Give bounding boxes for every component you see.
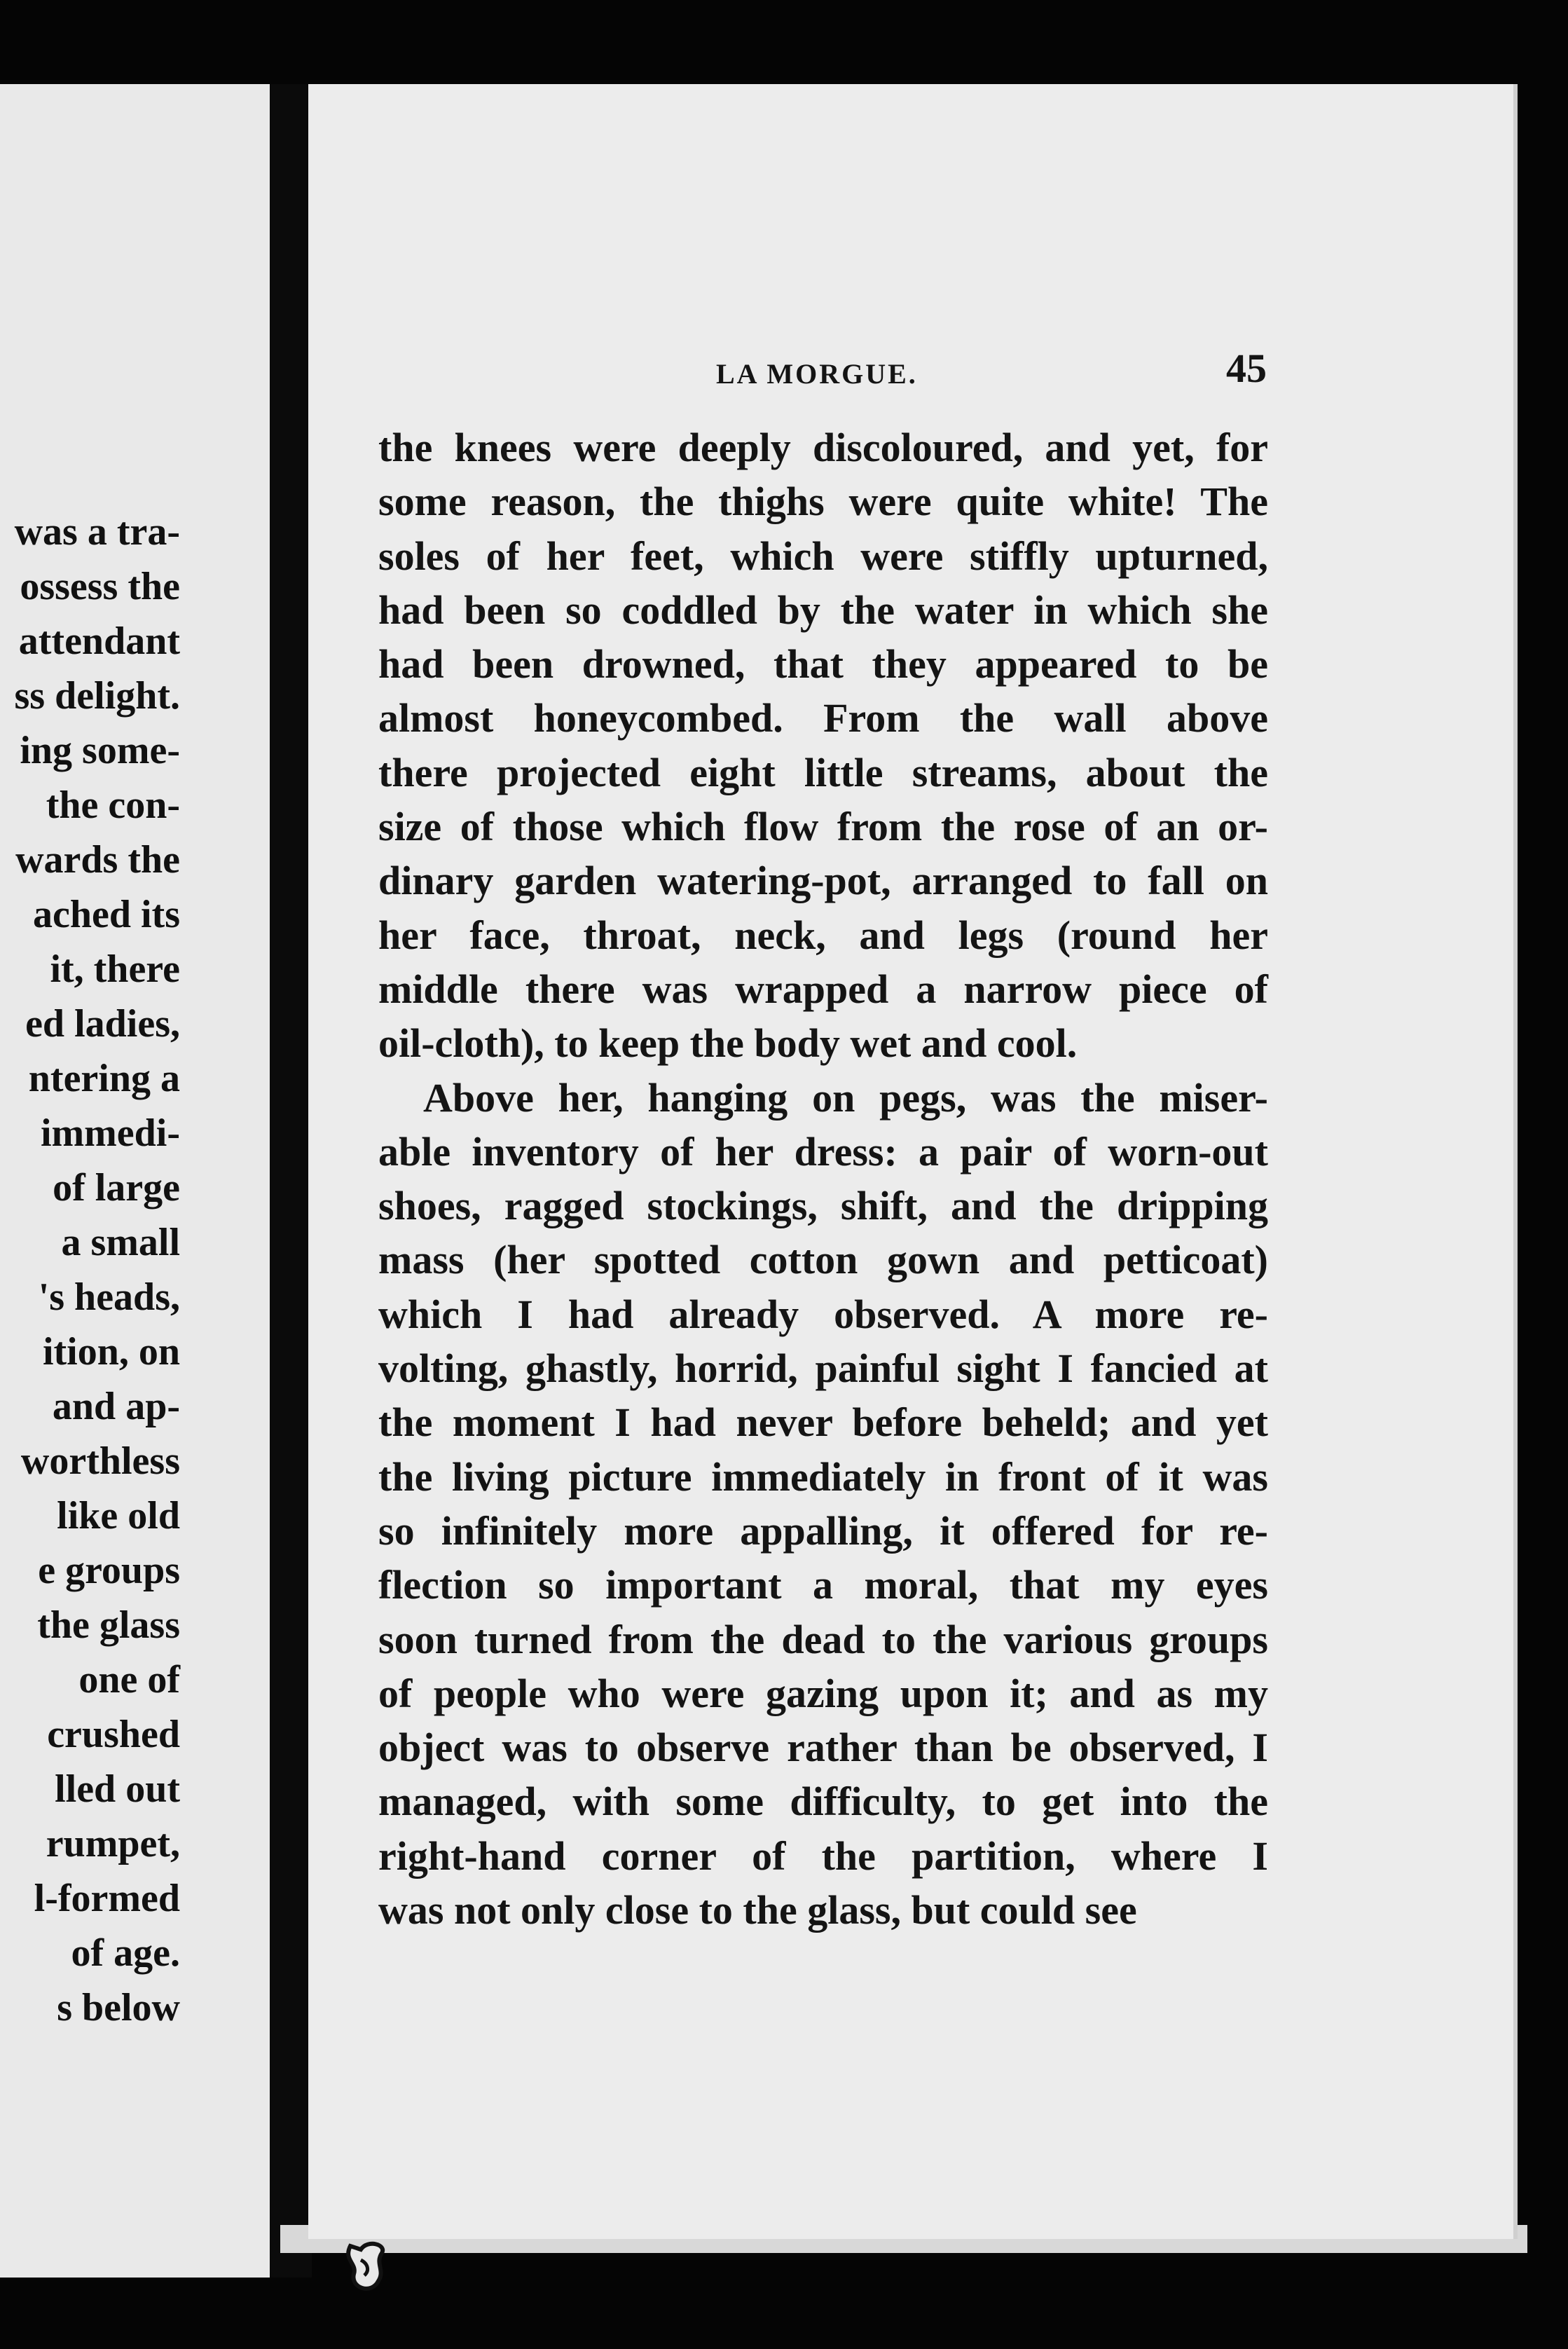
- text-line: her face, throat, neck, and legs (round her: [378, 912, 1268, 958]
- left-page-line: worthless: [20, 1439, 180, 1483]
- body-text: [378, 420, 1268, 1937]
- text-line: the knees were deeply discoloured, and yet, for: [378, 425, 1268, 470]
- text-line: able inventory of her dress: a pair of worn-out: [378, 1128, 1268, 1174]
- text-line: flection so important a moral, that my eyes: [378, 1562, 1268, 1608]
- left-page-line: ntering a: [28, 1057, 180, 1100]
- left-page-line: of large: [53, 1166, 180, 1210]
- left-page-line: ached its: [33, 893, 180, 936]
- book-gutter: [270, 84, 312, 2278]
- left-page-line: e groups: [38, 1549, 180, 1592]
- right-page: [308, 84, 1518, 2239]
- text-line: mass (her spotted cotton gown and petticoat): [378, 1237, 1268, 1283]
- text-line: shoes, ragged stockings, shift, and the dripping: [378, 1183, 1268, 1229]
- text-line: middle there was wrapped a narrow piece of: [378, 966, 1268, 1012]
- text-line: had been so coddled by the water in which she: [378, 587, 1268, 633]
- left-page-line: the glass: [37, 1603, 180, 1647]
- library-stamp-mark: [336, 2232, 399, 2302]
- text-line: right-hand corner of the partition, where I: [378, 1833, 1268, 1879]
- text-line: object was to observe rather than be observed, I: [378, 1725, 1268, 1771]
- text-line: the moment I had never before beheld; and yet: [378, 1399, 1268, 1446]
- text-line: Above her, hanging on pegs, was the miser-: [423, 1074, 1268, 1121]
- text-line: volting, ghastly, horrid, painful sight I fancied at: [378, 1345, 1268, 1392]
- text-line: size of those which flow from the rose of an or-: [378, 804, 1268, 850]
- left-page-line: ss delight.: [14, 674, 180, 718]
- text-line: had been drowned, that they appeared to be: [378, 641, 1268, 687]
- text-line: soon turned from the dead to the various groups: [378, 1616, 1268, 1662]
- text-line: soles of her feet, which were stiffly upturned,: [378, 533, 1268, 579]
- left-facing-page: [0, 84, 270, 2278]
- left-page-line: ing some-: [20, 729, 180, 772]
- left-page-line: it, there: [50, 947, 180, 991]
- running-head-title: LA MORGUE.: [716, 358, 918, 390]
- left-page-line: like old: [57, 1494, 180, 1538]
- text-line: of people who were gazing upon it; and as my: [378, 1670, 1268, 1716]
- text-line: oil-cloth), to keep the body wet and cool.: [378, 1020, 1078, 1067]
- left-page-line: rumpet,: [46, 1822, 180, 1865]
- left-page-line: l-formed: [34, 1877, 180, 1920]
- left-page-line: the con-: [46, 783, 180, 827]
- text-line: there projected eight little streams, about the: [378, 749, 1268, 795]
- left-page-text: [0, 505, 270, 2035]
- text-line: so infinitely more appalling, it offered for re-: [378, 1507, 1268, 1554]
- left-page-line: ossess the: [20, 565, 180, 608]
- left-page-line: immedi-: [40, 1111, 180, 1155]
- text-line: which I had already observed. A more re-: [378, 1291, 1268, 1337]
- left-page-line: ed ladies,: [25, 1002, 180, 1046]
- left-page-line: ition, on: [42, 1330, 180, 1374]
- text-line: was not only close to the glass, but could see: [378, 1887, 1137, 1933]
- left-page-line: s below: [57, 1986, 180, 2029]
- left-page-line: and ap-: [52, 1385, 180, 1428]
- left-page-line: lled out: [55, 1767, 180, 1811]
- left-page-line: crushed: [47, 1713, 180, 1756]
- text-line: some reason, the thighs were quite white! The: [378, 479, 1268, 525]
- text-line: managed, with some difficulty, to get into the: [378, 1779, 1268, 1825]
- left-page-line: attendant: [18, 619, 180, 663]
- left-page-line: was a tra-: [14, 510, 180, 554]
- left-page-line: 's heads,: [38, 1275, 180, 1319]
- text-line: dinary garden watering-pot, arranged to fall on: [378, 858, 1268, 904]
- text-line: almost honeycombed. From the wall above: [378, 695, 1268, 741]
- left-page-line: wards the: [15, 838, 180, 882]
- page-number: 45: [1226, 345, 1267, 391]
- left-page-line: of age.: [71, 1931, 180, 1975]
- left-page-line: a small: [61, 1221, 180, 1264]
- text-line: the living picture immediately in front of it was: [378, 1453, 1268, 1500]
- running-head: [308, 343, 1513, 406]
- left-page-line: one of: [78, 1658, 180, 1701]
